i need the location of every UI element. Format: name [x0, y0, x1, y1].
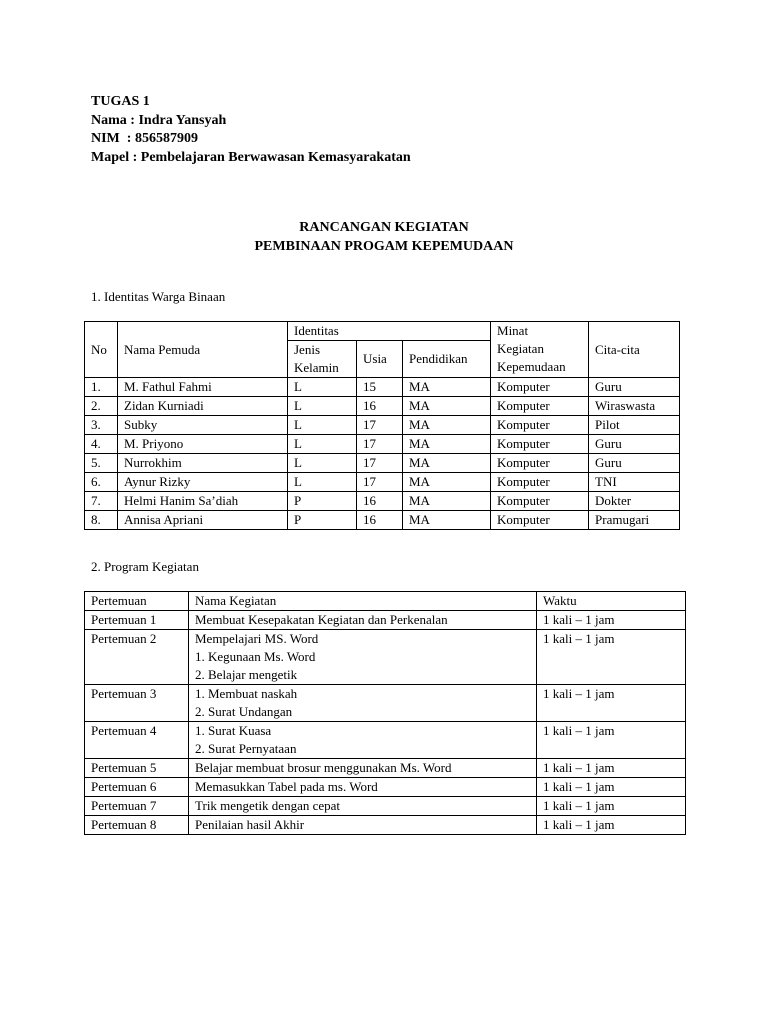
nim-separator: : — [119, 131, 135, 146]
header-nama-pemuda: Nama Pemuda — [118, 322, 288, 378]
row-cita-cita: Wiraswasta — [589, 397, 680, 416]
name-value: Indra Yansyah — [138, 112, 227, 128]
row-nama-kegiatan — [189, 816, 537, 835]
row-jenis-kelamin: L — [288, 473, 357, 492]
header-jenis-line-1: Jenis — [294, 342, 320, 357]
program-header-row — [85, 592, 686, 611]
row-usia: 16 — [357, 397, 403, 416]
row-nama-kegiatan — [189, 722, 537, 759]
row-waktu: 1 kali – 1 jam — [537, 778, 686, 797]
row-nama-kegiatan — [189, 685, 537, 722]
identity-table-row — [85, 435, 680, 454]
row-pendidikan: MA — [403, 473, 491, 492]
row-pertemuan: Pertemuan 6 — [85, 778, 189, 797]
row-pertemuan: Pertemuan 1 — [85, 611, 189, 630]
row-nama-kegiatan — [189, 759, 537, 778]
row-no: 2. — [85, 397, 118, 416]
row-minat: Komputer — [491, 397, 589, 416]
row-cita-cita: Guru — [589, 435, 680, 454]
kegiatan-line: 2. Surat Undangan — [195, 704, 293, 719]
row-jenis-kelamin: L — [288, 378, 357, 397]
identity-table-row — [85, 397, 680, 416]
kegiatan-line: Memasukkan Tabel pada ms. Word — [195, 779, 378, 794]
header-pertemuan: Pertemuan — [85, 592, 189, 611]
header-minat-line-1: Minat — [497, 323, 529, 338]
row-nama-kegiatan — [189, 630, 537, 685]
identity-table-body — [85, 378, 680, 530]
identity-table-row — [85, 378, 680, 397]
row-pendidikan: MA — [403, 416, 491, 435]
header-usia: Usia — [357, 341, 403, 378]
nim-value: 856587909 — [134, 131, 198, 146]
section-2-heading: 2. Program Kegiatan — [91, 559, 199, 574]
mapel-label: Mapel — [91, 149, 130, 165]
program-table-row — [85, 759, 686, 778]
row-jenis-kelamin: P — [288, 492, 357, 511]
row-nama-kegiatan — [189, 611, 537, 630]
kegiatan-line: Membuat Kesepakatan Kegiatan dan Perkenalan — [195, 612, 448, 627]
row-usia: 17 — [357, 435, 403, 454]
row-pertemuan: Pertemuan 3 — [85, 685, 189, 722]
row-pertemuan: Pertemuan 2 — [85, 630, 189, 685]
row-pertemuan: Pertemuan 7 — [85, 797, 189, 816]
name-line — [91, 112, 411, 131]
kegiatan-line: 2. Belajar mengetik — [195, 667, 298, 682]
program-table — [84, 591, 686, 835]
row-no: 4. — [85, 435, 118, 454]
identity-table-row — [85, 511, 680, 530]
program-table-row — [85, 722, 686, 759]
name-separator: : — [126, 112, 139, 128]
mapel-value: Pembelajaran Berwawasan Kemasyarakatan — [140, 149, 411, 165]
row-nama-pemuda: M. Fathul Fahmi — [118, 378, 288, 397]
row-pendidikan: MA — [403, 511, 491, 530]
identity-header-row-1 — [85, 322, 680, 341]
header-identitas: Identitas — [288, 322, 491, 341]
row-minat: Komputer — [491, 454, 589, 473]
row-cita-cita: Guru — [589, 378, 680, 397]
row-no: 3. — [85, 416, 118, 435]
kegiatan-line: 1. Surat Kuasa — [195, 723, 272, 738]
kegiatan-line: Mempelajari MS. Word — [195, 631, 319, 646]
row-pertemuan: Pertemuan 8 — [85, 816, 189, 835]
row-pendidikan: MA — [403, 397, 491, 416]
row-nama-pemuda: Zidan Kurniadi — [118, 397, 288, 416]
program-table-row — [85, 685, 686, 722]
kegiatan-line: Trik mengetik dengan cepat — [195, 798, 341, 813]
row-waktu: 1 kali – 1 jam — [537, 611, 686, 630]
row-minat: Komputer — [491, 378, 589, 397]
program-table-row — [85, 797, 686, 816]
section-1-heading: 1. Identitas Warga Binaan — [91, 289, 226, 304]
row-no: 7. — [85, 492, 118, 511]
row-waktu: 1 kali – 1 jam — [537, 630, 686, 685]
row-nama-kegiatan — [189, 778, 537, 797]
row-usia: 16 — [357, 492, 403, 511]
row-waktu: 1 kali – 1 jam — [537, 797, 686, 816]
row-no: 6. — [85, 473, 118, 492]
program-table-row — [85, 611, 686, 630]
row-nama-pemuda: Nurrokhim — [118, 454, 288, 473]
row-minat: Komputer — [491, 416, 589, 435]
header-jenis-line-2: Kelamin — [294, 360, 339, 375]
row-nama-pemuda: M. Priyono — [118, 435, 288, 454]
row-waktu: 1 kali – 1 jam — [537, 722, 686, 759]
program-table-body — [85, 611, 686, 835]
row-nama-pemuda: Helmi Hanim Sa’diah — [118, 492, 288, 511]
task-title: TUGAS 1 — [91, 94, 150, 109]
row-no: 1. — [85, 378, 118, 397]
row-cita-cita: Dokter — [589, 492, 680, 511]
program-table-row — [85, 816, 686, 835]
row-minat: Komputer — [491, 492, 589, 511]
row-nama-kegiatan — [189, 797, 537, 816]
row-pertemuan: Pertemuan 4 — [85, 722, 189, 759]
header-waktu: Waktu — [537, 592, 686, 611]
row-usia: 17 — [357, 473, 403, 492]
row-jenis-kelamin: L — [288, 435, 357, 454]
document-title — [0, 218, 768, 256]
row-usia: 15 — [357, 378, 403, 397]
kegiatan-line: 1. Membuat naskah — [195, 686, 298, 701]
title-line-1: RANCANGAN KEGIATAN — [299, 220, 469, 235]
row-minat: Komputer — [491, 511, 589, 530]
title-line-2: PEMBINAAN PROGAM KEPEMUDAAN — [254, 239, 514, 254]
row-pendidikan: MA — [403, 378, 491, 397]
row-pertemuan: Pertemuan 5 — [85, 759, 189, 778]
row-minat: Komputer — [491, 473, 589, 492]
header-nama-kegiatan: Nama Kegiatan — [189, 592, 537, 611]
row-minat: Komputer — [491, 435, 589, 454]
row-jenis-kelamin: L — [288, 416, 357, 435]
identity-table-row — [85, 454, 680, 473]
row-pendidikan: MA — [403, 492, 491, 511]
kegiatan-line: Penilaian hasil Akhir — [195, 817, 305, 832]
identity-table-row — [85, 473, 680, 492]
kegiatan-line: 2. Surat Pernyataan — [195, 741, 297, 756]
name-label: Nama — [91, 112, 127, 128]
row-no: 8. — [85, 511, 118, 530]
row-no: 5. — [85, 454, 118, 473]
header-jenis-kelamin — [288, 341, 357, 378]
row-waktu: 1 kali – 1 jam — [537, 685, 686, 722]
program-table-row — [85, 630, 686, 685]
identity-table — [84, 321, 680, 530]
row-usia: 17 — [357, 416, 403, 435]
row-usia: 17 — [357, 454, 403, 473]
row-pendidikan: MA — [403, 435, 491, 454]
row-jenis-kelamin: L — [288, 397, 357, 416]
row-waktu: 1 kali – 1 jam — [537, 816, 686, 835]
header-no: No — [85, 322, 118, 378]
nim-label: NIM — [91, 131, 120, 146]
kegiatan-line: Belajar membuat brosur menggunakan Ms. Word — [195, 760, 452, 775]
row-waktu: 1 kali – 1 jam — [537, 759, 686, 778]
row-cita-cita: Pilot — [589, 416, 680, 435]
identity-table-row — [85, 416, 680, 435]
mapel-separator: : — [129, 149, 141, 165]
header-cita-cita: Cita-cita — [589, 322, 680, 378]
header-minat-line-3: Kepemudaan — [497, 359, 566, 374]
header-minat — [491, 322, 589, 378]
row-jenis-kelamin: P — [288, 511, 357, 530]
row-cita-cita: Guru — [589, 454, 680, 473]
row-jenis-kelamin: L — [288, 454, 357, 473]
program-table-row — [85, 778, 686, 797]
row-nama-pemuda: Annisa Apriani — [118, 511, 288, 530]
nim-line — [91, 130, 411, 149]
header-minat-line-2: Kegiatan — [497, 341, 544, 356]
row-cita-cita: Pramugari — [589, 511, 680, 530]
row-nama-pemuda: Aynur Rizky — [118, 473, 288, 492]
student-header — [91, 93, 411, 167]
row-nama-pemuda: Subky — [118, 416, 288, 435]
row-usia: 16 — [357, 511, 403, 530]
mapel-line — [91, 149, 411, 168]
row-pendidikan: MA — [403, 454, 491, 473]
header-pendidikan: Pendidikan — [403, 341, 491, 378]
identity-table-row — [85, 492, 680, 511]
kegiatan-line: 1. Kegunaan Ms. Word — [195, 649, 316, 664]
row-cita-cita: TNI — [589, 473, 680, 492]
